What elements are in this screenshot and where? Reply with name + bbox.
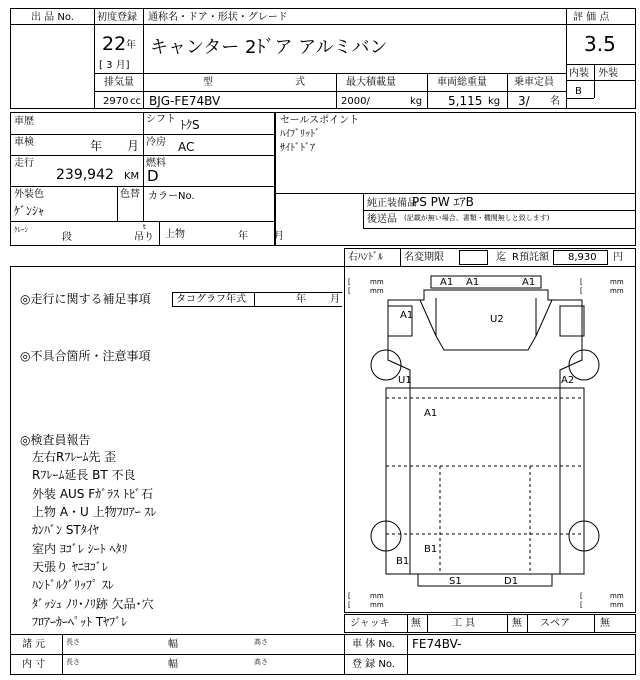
bracket-open: [ bbox=[580, 287, 583, 295]
first-reg-label: 初度登録 bbox=[97, 12, 137, 23]
damage-mark: A1 bbox=[400, 310, 414, 321]
shift-label: シフト bbox=[146, 114, 176, 125]
mm-label: mm bbox=[370, 287, 384, 295]
inner-dims-label: 内 寸 bbox=[22, 659, 46, 670]
jack-label: ジャッキ bbox=[350, 618, 390, 629]
fuel-label: 燃料 bbox=[146, 158, 166, 169]
body-year: 年 bbox=[238, 231, 248, 242]
spare-label: スペア bbox=[540, 618, 570, 629]
lot-label: 出 品 No. bbox=[31, 12, 74, 23]
inspector-line: 外装 AUS Fｶﾞﾗｽ ﾄﾋﾞ石 bbox=[32, 487, 153, 501]
inspector-line: Rﾌﾚｰﾑ延長 BT 不良 bbox=[32, 468, 136, 482]
height-label: 高さ bbox=[254, 638, 268, 646]
body-month: 月 bbox=[274, 231, 284, 242]
mileage-unit: KM bbox=[124, 171, 140, 182]
bracket-open: [ bbox=[348, 592, 351, 600]
inspector-line: ｶﾝﾊﾞﾝ STﾀｲﾔ bbox=[32, 523, 99, 537]
inspector-line: 室内 ﾖｺﾞﾚ ｼｰﾄ ﾍﾀﾘ bbox=[32, 542, 128, 556]
cooler-label: 冷房 bbox=[146, 137, 166, 148]
reg-label: 登 録 No. bbox=[352, 659, 395, 670]
mm-label: mm bbox=[370, 592, 384, 600]
recycle-unit: 円 bbox=[613, 252, 623, 263]
mm-label: mm bbox=[370, 601, 384, 609]
recycle-label: R預託額 bbox=[512, 252, 549, 263]
crane-label: ｸﾚｰﾝ bbox=[14, 226, 28, 234]
damage-mark: A2 bbox=[561, 375, 575, 386]
gross-weight-value: 5,115 bbox=[448, 94, 483, 108]
color-no-label: カラーNo. bbox=[148, 191, 195, 202]
dims-label: 諸 元 bbox=[22, 639, 46, 650]
car-name: キャンター 2ﾄﾞア アルミバン bbox=[150, 37, 388, 58]
tools-value: 無 bbox=[512, 618, 522, 629]
shaken-label: 車検 bbox=[14, 137, 34, 148]
name-change-label: 名変期限 bbox=[404, 252, 444, 263]
inspector-line: 上物 A・U 上物ﾌﾛｱｰ ｽﾚ bbox=[32, 505, 157, 519]
bracket-open: [ bbox=[348, 287, 351, 295]
shaken-month: 月 bbox=[127, 139, 140, 153]
shaken-year: 年 bbox=[90, 139, 103, 153]
post-items-label: 後送品 bbox=[367, 214, 397, 225]
tacho-year: 年 bbox=[296, 294, 306, 305]
width-label: 幅 bbox=[168, 639, 178, 650]
model-label: 型 bbox=[203, 77, 213, 88]
spare-value: 無 bbox=[600, 618, 610, 629]
color-switch-label: 色替 bbox=[120, 189, 140, 200]
chassis-value: FE74BV- bbox=[412, 637, 462, 651]
damage-mark: A1 bbox=[522, 277, 536, 288]
bracket-open: [ bbox=[580, 278, 583, 286]
displacement-unit: cc bbox=[130, 96, 141, 107]
tools-label: 工 具 bbox=[452, 618, 476, 629]
interior-label: 内装 bbox=[569, 68, 589, 79]
handle-position: 右ﾊﾝﾄﾞﾙ bbox=[348, 252, 383, 263]
sales-point-line: ｻｲﾄﾞﾄﾞｱ bbox=[280, 143, 315, 154]
length-label: 長さ bbox=[66, 638, 80, 646]
max-load-label: 最大積載量 bbox=[346, 77, 396, 88]
damage-mark: A1 bbox=[440, 277, 454, 288]
bracket-open: [ bbox=[580, 601, 583, 609]
inspector-line: 左右Rﾌﾚｰﾑ先 歪 bbox=[32, 450, 117, 464]
damage-mark: A1 bbox=[466, 277, 480, 288]
damage-mark: U2 bbox=[490, 314, 504, 325]
damage-mark: U1 bbox=[398, 375, 412, 386]
name-change-unit: 迄 bbox=[496, 252, 506, 263]
inspector-line: ﾀﾞｯｼｭ ﾉﾘ･ﾉﾘ跡 欠品･穴 bbox=[32, 597, 154, 611]
mm-label: mm bbox=[370, 278, 384, 286]
post-items-note: (記載が無い場合、書類・機関無しと致します) bbox=[404, 214, 550, 222]
truck-diagram bbox=[371, 276, 599, 586]
jack-value: 無 bbox=[411, 618, 421, 629]
tacho-label: タコグラフ年式 bbox=[176, 294, 246, 305]
mm-label: mm bbox=[610, 592, 624, 600]
mm-label: mm bbox=[610, 287, 624, 295]
capacity-value: 3/ bbox=[518, 94, 530, 108]
equipment-label: 純正装備品 bbox=[367, 198, 417, 209]
name-label: 通称名・ドア・形状・グレード bbox=[148, 12, 288, 23]
model-label-2: 式 bbox=[295, 77, 305, 88]
sales-point-label: セールスポイント bbox=[280, 115, 360, 126]
displacement-label: 排気量 bbox=[104, 77, 134, 88]
gross-weight-unit: kg bbox=[488, 96, 501, 107]
model-value: BJG-FE74BV bbox=[149, 94, 221, 108]
color-label: 外装色 bbox=[14, 189, 44, 200]
damage-mark: B1 bbox=[396, 556, 410, 567]
interior-grade: B bbox=[575, 86, 582, 97]
bracket-open: [ bbox=[348, 278, 351, 286]
chassis-label: 車 体 No. bbox=[352, 639, 395, 650]
capacity-unit: 名 bbox=[550, 96, 560, 107]
crane-lift: 吊り bbox=[134, 232, 154, 243]
damage-mark: D1 bbox=[504, 576, 519, 587]
crane-stage: 段 bbox=[62, 232, 72, 243]
defect-label: ◎不具合箇所・注意事項 bbox=[20, 349, 151, 363]
inspector-line: 天張り ﾔﾆﾖｺﾞﾚ bbox=[32, 560, 108, 574]
history-label: 車歴 bbox=[14, 116, 34, 127]
inspector-label: ◎検査員報告 bbox=[20, 433, 91, 447]
reg-year: 22 bbox=[102, 33, 127, 55]
color-value: ｹﾞﾝｼｬ bbox=[14, 204, 45, 218]
running-notes-label: ◎走行に関する補足事項 bbox=[20, 292, 151, 306]
inspector-line: ﾌﾛｱｰｶｰﾍﾟｯﾄ Tﾔﾌﾞﾚ bbox=[32, 615, 128, 629]
sales-point-line: ﾊｲﾌﾞﾘｯﾄﾞ bbox=[280, 129, 320, 140]
length-label: 長さ bbox=[66, 658, 80, 666]
damage-mark: A1 bbox=[424, 408, 438, 419]
equipment-value: PS PW ｴｱB bbox=[412, 195, 474, 209]
bracket-open: [ bbox=[580, 592, 583, 600]
mileage-value: 239,942 bbox=[56, 167, 114, 183]
damage-mark: S1 bbox=[449, 576, 462, 587]
exterior-label: 外装 bbox=[598, 68, 618, 79]
reg-month: [ 3 月] bbox=[99, 60, 130, 71]
cooler-value: AC bbox=[178, 140, 195, 154]
reg-year-unit: 年 bbox=[126, 40, 136, 51]
score-value: 3.5 bbox=[584, 32, 616, 56]
score-label: 評 価 点 bbox=[573, 12, 610, 23]
recycle-value: 8,930 bbox=[568, 252, 597, 263]
max-load-value: 2000/ bbox=[341, 96, 370, 107]
max-load-unit: kg bbox=[410, 96, 423, 107]
bracket-open: [ bbox=[348, 601, 351, 609]
mileage-label: 走行 bbox=[14, 158, 34, 169]
body-label: 上物 bbox=[165, 229, 185, 240]
height-label: 高さ bbox=[254, 658, 268, 666]
fuel-value: D bbox=[147, 167, 159, 185]
tacho-month: 月 bbox=[330, 294, 340, 305]
mm-label: mm bbox=[610, 278, 624, 286]
mm-label: mm bbox=[610, 601, 624, 609]
displacement-value: 2970 bbox=[103, 96, 129, 107]
shift-value: ﾄｸS bbox=[180, 118, 200, 132]
capacity-label: 乗車定員 bbox=[514, 77, 554, 88]
width-label: 幅 bbox=[168, 659, 178, 670]
gross-weight-label: 車両総重量 bbox=[437, 77, 487, 88]
crane-t: t bbox=[143, 223, 146, 231]
damage-mark: B1 bbox=[424, 544, 438, 555]
inspector-line: ﾊﾝﾄﾞﾙｸﾞﾘｯﾌﾟ ｽﾚ bbox=[32, 578, 114, 592]
